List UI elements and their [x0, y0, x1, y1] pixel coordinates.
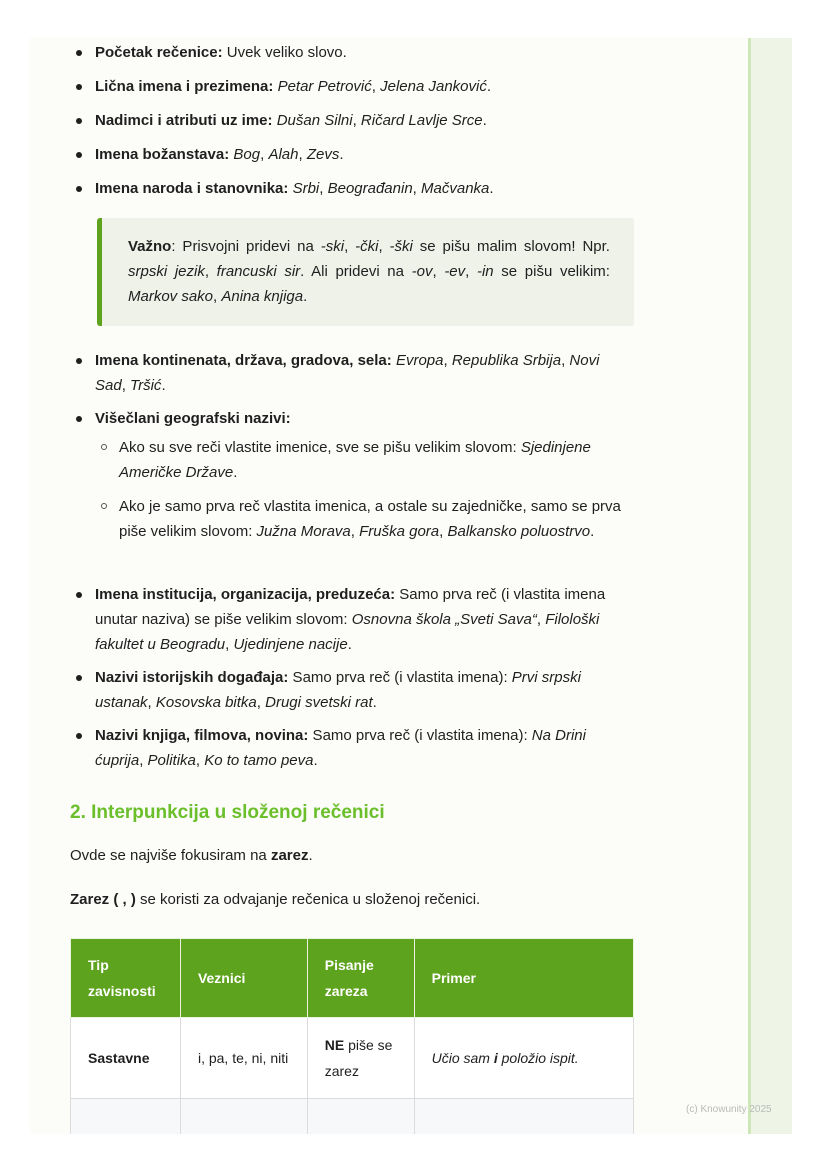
sep: ,	[344, 238, 356, 255]
sep: ,	[225, 636, 234, 653]
list-item	[70, 40, 633, 65]
list-item	[70, 582, 633, 657]
example: Dušan Silni	[276, 112, 353, 129]
sep: .	[303, 288, 308, 305]
example: Zevs	[306, 146, 340, 163]
callout-label: Važno	[128, 238, 172, 255]
suffix: -ov	[411, 263, 433, 280]
bullet-list-bottom	[70, 582, 633, 773]
sep: ,	[298, 146, 307, 163]
example: Južna Morava	[256, 523, 351, 540]
sep: ,	[139, 752, 148, 769]
sep: ,	[378, 238, 390, 255]
column-header: Veznici	[180, 939, 307, 1018]
sep: ,	[465, 263, 477, 280]
sep: .	[486, 78, 492, 95]
item-text: Samo prva reč (i vlastita imena unutar naziva) se piše velikim slovom:	[95, 586, 606, 628]
list-item	[70, 176, 633, 201]
callout-text: se pišu malim slovom! Npr.	[412, 238, 610, 255]
example: Alah	[268, 146, 299, 163]
column-header: Pisanje zareza	[307, 939, 414, 1018]
list-item	[70, 108, 633, 133]
suffix: -ski	[320, 238, 345, 255]
example: Politika	[147, 752, 196, 769]
example: Ričard Lavlje Srce	[360, 112, 483, 129]
item-label: Imena institucija, organizacija, preduzeća:	[95, 586, 396, 603]
column-header: Tip zavisnosti	[71, 939, 181, 1018]
sep: ,	[439, 523, 448, 540]
example: Balkansko poluostrvo	[447, 523, 591, 540]
watermark: (c) Knowunity 2025	[686, 1104, 772, 1115]
sep: ,	[412, 180, 422, 197]
table-cell	[180, 1099, 307, 1135]
sep: ,	[256, 694, 266, 711]
callout-text: . Ali pridevi na	[300, 263, 412, 280]
sep: ,	[319, 180, 328, 197]
suffix: -in	[476, 263, 494, 280]
table-cell	[414, 1018, 633, 1099]
example: Sjedinjene Američke Države	[119, 439, 591, 481]
example: Prvi srpski ustanak	[95, 669, 581, 711]
paragraph-bold: zarez	[270, 847, 309, 864]
sub-list	[95, 435, 633, 544]
example: Srbi	[292, 180, 320, 197]
paragraph-intro	[70, 847, 313, 864]
item-label: Nadimci i atributi uz ime:	[95, 112, 273, 129]
sep: .	[372, 694, 377, 711]
list-item	[70, 74, 633, 99]
document-page	[30, 38, 748, 1134]
example: Markov sako	[128, 288, 214, 305]
sep: .	[489, 180, 494, 197]
comma-rules-table	[70, 938, 634, 1134]
item-label: Višečlani geografski nazivi:	[95, 410, 291, 427]
sep: .	[482, 112, 487, 129]
example: francuski sir	[216, 263, 301, 280]
item-text: Samo prva reč (i vlastita imena):	[288, 669, 512, 686]
example: Beograđanin	[327, 180, 413, 197]
bullet-list-top	[70, 40, 633, 201]
example: Novi Sad	[95, 352, 600, 394]
cell-example-bold: i	[493, 1050, 498, 1066]
cell-text: piše se zarez	[324, 1037, 393, 1079]
item-label: Početak rečenice:	[95, 44, 223, 61]
item-label: Lična imena i prezimena:	[95, 78, 274, 95]
sep: ,	[352, 112, 361, 129]
sep: ,	[260, 146, 269, 163]
paragraph-text: Ovde se najviše fokusiram na	[70, 847, 271, 864]
item-text: Ako su sve reči vlastite imenice, sve se pišu velikim slovom:	[119, 439, 521, 456]
sep: .	[347, 636, 352, 653]
sep: ,	[443, 352, 452, 369]
list-item	[70, 723, 633, 773]
bullet-list-middle	[70, 348, 633, 544]
example: Filološki fakultet u Beogradu	[95, 611, 600, 653]
table-cell: i, pa, te, ni, niti	[180, 1018, 307, 1099]
table-cell	[307, 1099, 414, 1135]
item-label: Nazivi knjiga, filmova, novina:	[95, 727, 309, 744]
sep: ,	[432, 263, 445, 280]
example: Osnovna škola „Sveti Sava“	[351, 611, 537, 628]
section-heading: 2. Interpunkcija u složenoj rečenici	[70, 802, 385, 823]
sep: .	[339, 146, 344, 163]
sep: ,	[561, 352, 570, 369]
paragraph-zarez	[70, 891, 480, 908]
sub-list-item	[95, 494, 633, 544]
list-item	[70, 665, 633, 715]
suffix: -ev	[444, 263, 466, 280]
sub-list-item	[95, 435, 633, 485]
table-row	[71, 1018, 634, 1099]
example: Fruška gora	[359, 523, 440, 540]
sep: .	[233, 464, 238, 481]
suffix: -čki	[355, 238, 379, 255]
example: Petar Petrović	[277, 78, 372, 95]
callout-text: : Prisvojni pridevi na	[171, 238, 321, 255]
example: Anina knjiga	[221, 288, 304, 305]
table-cell	[71, 1018, 181, 1099]
example: Tršić	[130, 377, 162, 394]
sep: .	[308, 847, 313, 864]
example: Drugi svetski rat	[265, 694, 373, 711]
sep: .	[313, 752, 318, 769]
cell-example: Učio sam	[431, 1050, 494, 1066]
cell-example: položio ispit.	[497, 1050, 579, 1066]
example: Na Drini ćuprija	[95, 727, 586, 769]
sep: .	[590, 523, 595, 540]
list-item	[70, 406, 633, 544]
table-cell	[71, 1099, 181, 1135]
sep: .	[161, 377, 166, 394]
example: Jelena Janković	[380, 78, 487, 95]
item-text: Samo prva reč (i vlastita imena):	[308, 727, 532, 744]
important-callout	[97, 218, 634, 326]
sep: ,	[147, 694, 156, 711]
example: Evropa	[395, 352, 444, 369]
sep: ,	[204, 263, 217, 280]
example: Ujedinjene nacije	[233, 636, 348, 653]
sep: ,	[350, 523, 360, 540]
column-header: Primer	[414, 939, 633, 1018]
example: Republika Srbija	[451, 352, 562, 369]
sep: ,	[213, 288, 222, 305]
side-rail	[748, 38, 792, 1134]
example: srpski jezik	[128, 263, 205, 280]
table-row	[71, 1099, 634, 1135]
table-cell	[307, 1018, 414, 1099]
item-text: Ako je samo prva reč vlastita imenica, a ostale su zajedničke, samo se prva piše velikim slovom:	[119, 498, 621, 540]
paragraph-bold: Zarez ( , )	[70, 891, 136, 908]
callout-text: se pišu velikim:	[493, 263, 610, 280]
item-label: Imena naroda i stanovnika:	[95, 180, 289, 197]
cell-text: Sastavne	[88, 1050, 150, 1066]
cell-bold: NE	[324, 1037, 345, 1053]
example: Mačvanka	[421, 180, 490, 197]
paragraph-text: se koristi za odvajanje rečenica u složenoj rečenici.	[135, 891, 481, 908]
item-text: Uvek veliko slovo.	[222, 44, 347, 61]
example: Kosovska bitka	[155, 694, 257, 711]
item-label: Imena božanstava:	[95, 146, 230, 163]
example: Ko to tamo peva	[204, 752, 314, 769]
list-item	[70, 348, 633, 398]
table-cell	[414, 1099, 633, 1135]
sep: ,	[121, 377, 131, 394]
table-header-row	[71, 939, 634, 1018]
suffix: -ški	[389, 238, 413, 255]
sep: ,	[536, 611, 546, 628]
sep: ,	[371, 78, 381, 95]
item-label: Imena kontinenata, država, gradova, sela:	[95, 352, 392, 369]
sep: ,	[195, 752, 205, 769]
item-label: Nazivi istorijskih događaja:	[95, 669, 289, 686]
example: Bog	[233, 146, 261, 163]
list-item	[70, 142, 633, 167]
